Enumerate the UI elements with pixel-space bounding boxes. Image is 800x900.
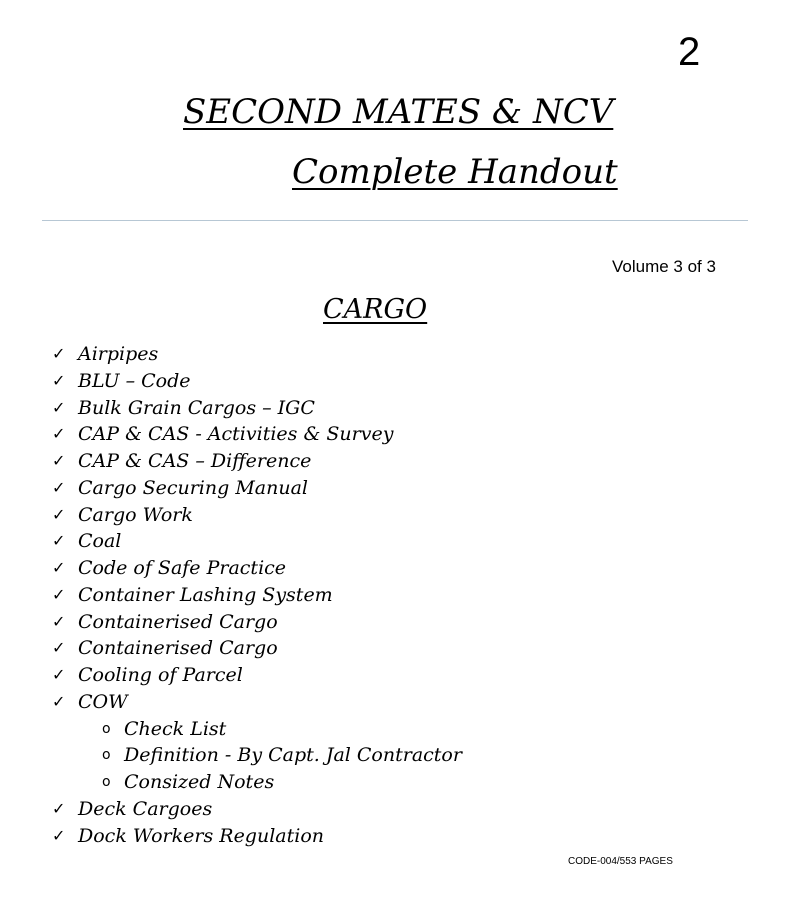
- topic-label: Dock Workers Regulation: [78, 824, 324, 847]
- divider: [42, 220, 748, 221]
- checkmark-icon: ✓: [52, 531, 66, 551]
- checkmark-icon: ✓: [52, 424, 66, 444]
- checkmark-icon: ✓: [52, 370, 66, 390]
- topic-label: Coal: [78, 530, 122, 553]
- sub-topic-item: [52, 769, 462, 796]
- page-number: 2: [678, 30, 701, 74]
- checkmark-icon: ✓: [52, 611, 66, 631]
- topic-item: [52, 421, 462, 448]
- topic-item: [52, 635, 462, 662]
- checkmark-icon: ✓: [52, 665, 66, 684]
- topic-label: Bulk Grain Cargos – IGC: [78, 396, 315, 419]
- topic-item: [52, 502, 462, 529]
- topic-item: [52, 555, 462, 582]
- section-heading: CARGO: [323, 294, 428, 325]
- topic-item: [52, 662, 462, 689]
- circle-bullet-icon: o: [102, 774, 111, 790]
- checkmark-icon: ✓: [52, 451, 66, 470]
- checkmark-icon: ✓: [52, 344, 66, 363]
- volume-label: Volume 3 of 3: [612, 257, 716, 276]
- checkmark-icon: ✓: [52, 798, 66, 818]
- topic-label: Cargo Securing Manual: [78, 476, 308, 499]
- topic-item: [52, 475, 462, 502]
- topic-label: Cargo Work: [78, 503, 193, 526]
- topic-label: CAP & CAS - Activities & Survey: [78, 423, 394, 446]
- sub-topic-item: [52, 742, 462, 769]
- checkmark-icon: ✓: [52, 397, 66, 417]
- checkmark-icon: ✓: [52, 477, 66, 497]
- topic-item: [52, 341, 462, 368]
- topic-label: Containerised Cargo: [78, 637, 278, 660]
- topic-label: Definition - By Capt. Jal Contractor: [124, 744, 462, 767]
- circle-bullet-icon: o: [102, 747, 111, 764]
- sub-topic-item: [52, 716, 462, 743]
- checkmark-icon: ✓: [52, 638, 66, 658]
- topic-item: [52, 528, 462, 555]
- topic-item: [52, 395, 462, 422]
- topic-label: BLU – Code: [78, 369, 191, 392]
- checkmark-icon: ✓: [52, 584, 66, 604]
- topic-item: [52, 448, 462, 475]
- topic-item: [52, 582, 462, 609]
- topic-item: [52, 368, 462, 395]
- topic-item: [52, 689, 462, 716]
- topic-item: [52, 823, 462, 850]
- topic-label: Deck Cargoes: [78, 797, 213, 820]
- checkmark-icon: ✓: [52, 558, 66, 577]
- topic-item: [52, 796, 462, 823]
- topic-label: Container Lashing System: [78, 583, 333, 606]
- title-line-1: SECOND MATES & NCV: [183, 92, 614, 132]
- footer-code: CODE-004/553 PAGES: [568, 856, 673, 867]
- topic-label: Containerised Cargo: [78, 610, 278, 633]
- topic-item: [52, 609, 462, 636]
- topic-label: COW: [78, 690, 128, 713]
- topic-label: Consized Notes: [124, 771, 275, 793]
- title-line-2: Complete Handout: [292, 152, 618, 192]
- topic-label: Code of Safe Practice: [78, 557, 287, 579]
- checkmark-icon: ✓: [52, 691, 66, 711]
- topic-list: [52, 341, 462, 849]
- circle-bullet-icon: o: [102, 720, 111, 737]
- topic-label: CAP & CAS – Difference: [78, 450, 312, 472]
- topic-label: Airpipes: [78, 343, 159, 365]
- topic-label: Check List: [124, 717, 227, 740]
- topic-label: Cooling of Parcel: [78, 664, 243, 686]
- checkmark-icon: ✓: [52, 825, 66, 845]
- checkmark-icon: ✓: [52, 504, 66, 524]
